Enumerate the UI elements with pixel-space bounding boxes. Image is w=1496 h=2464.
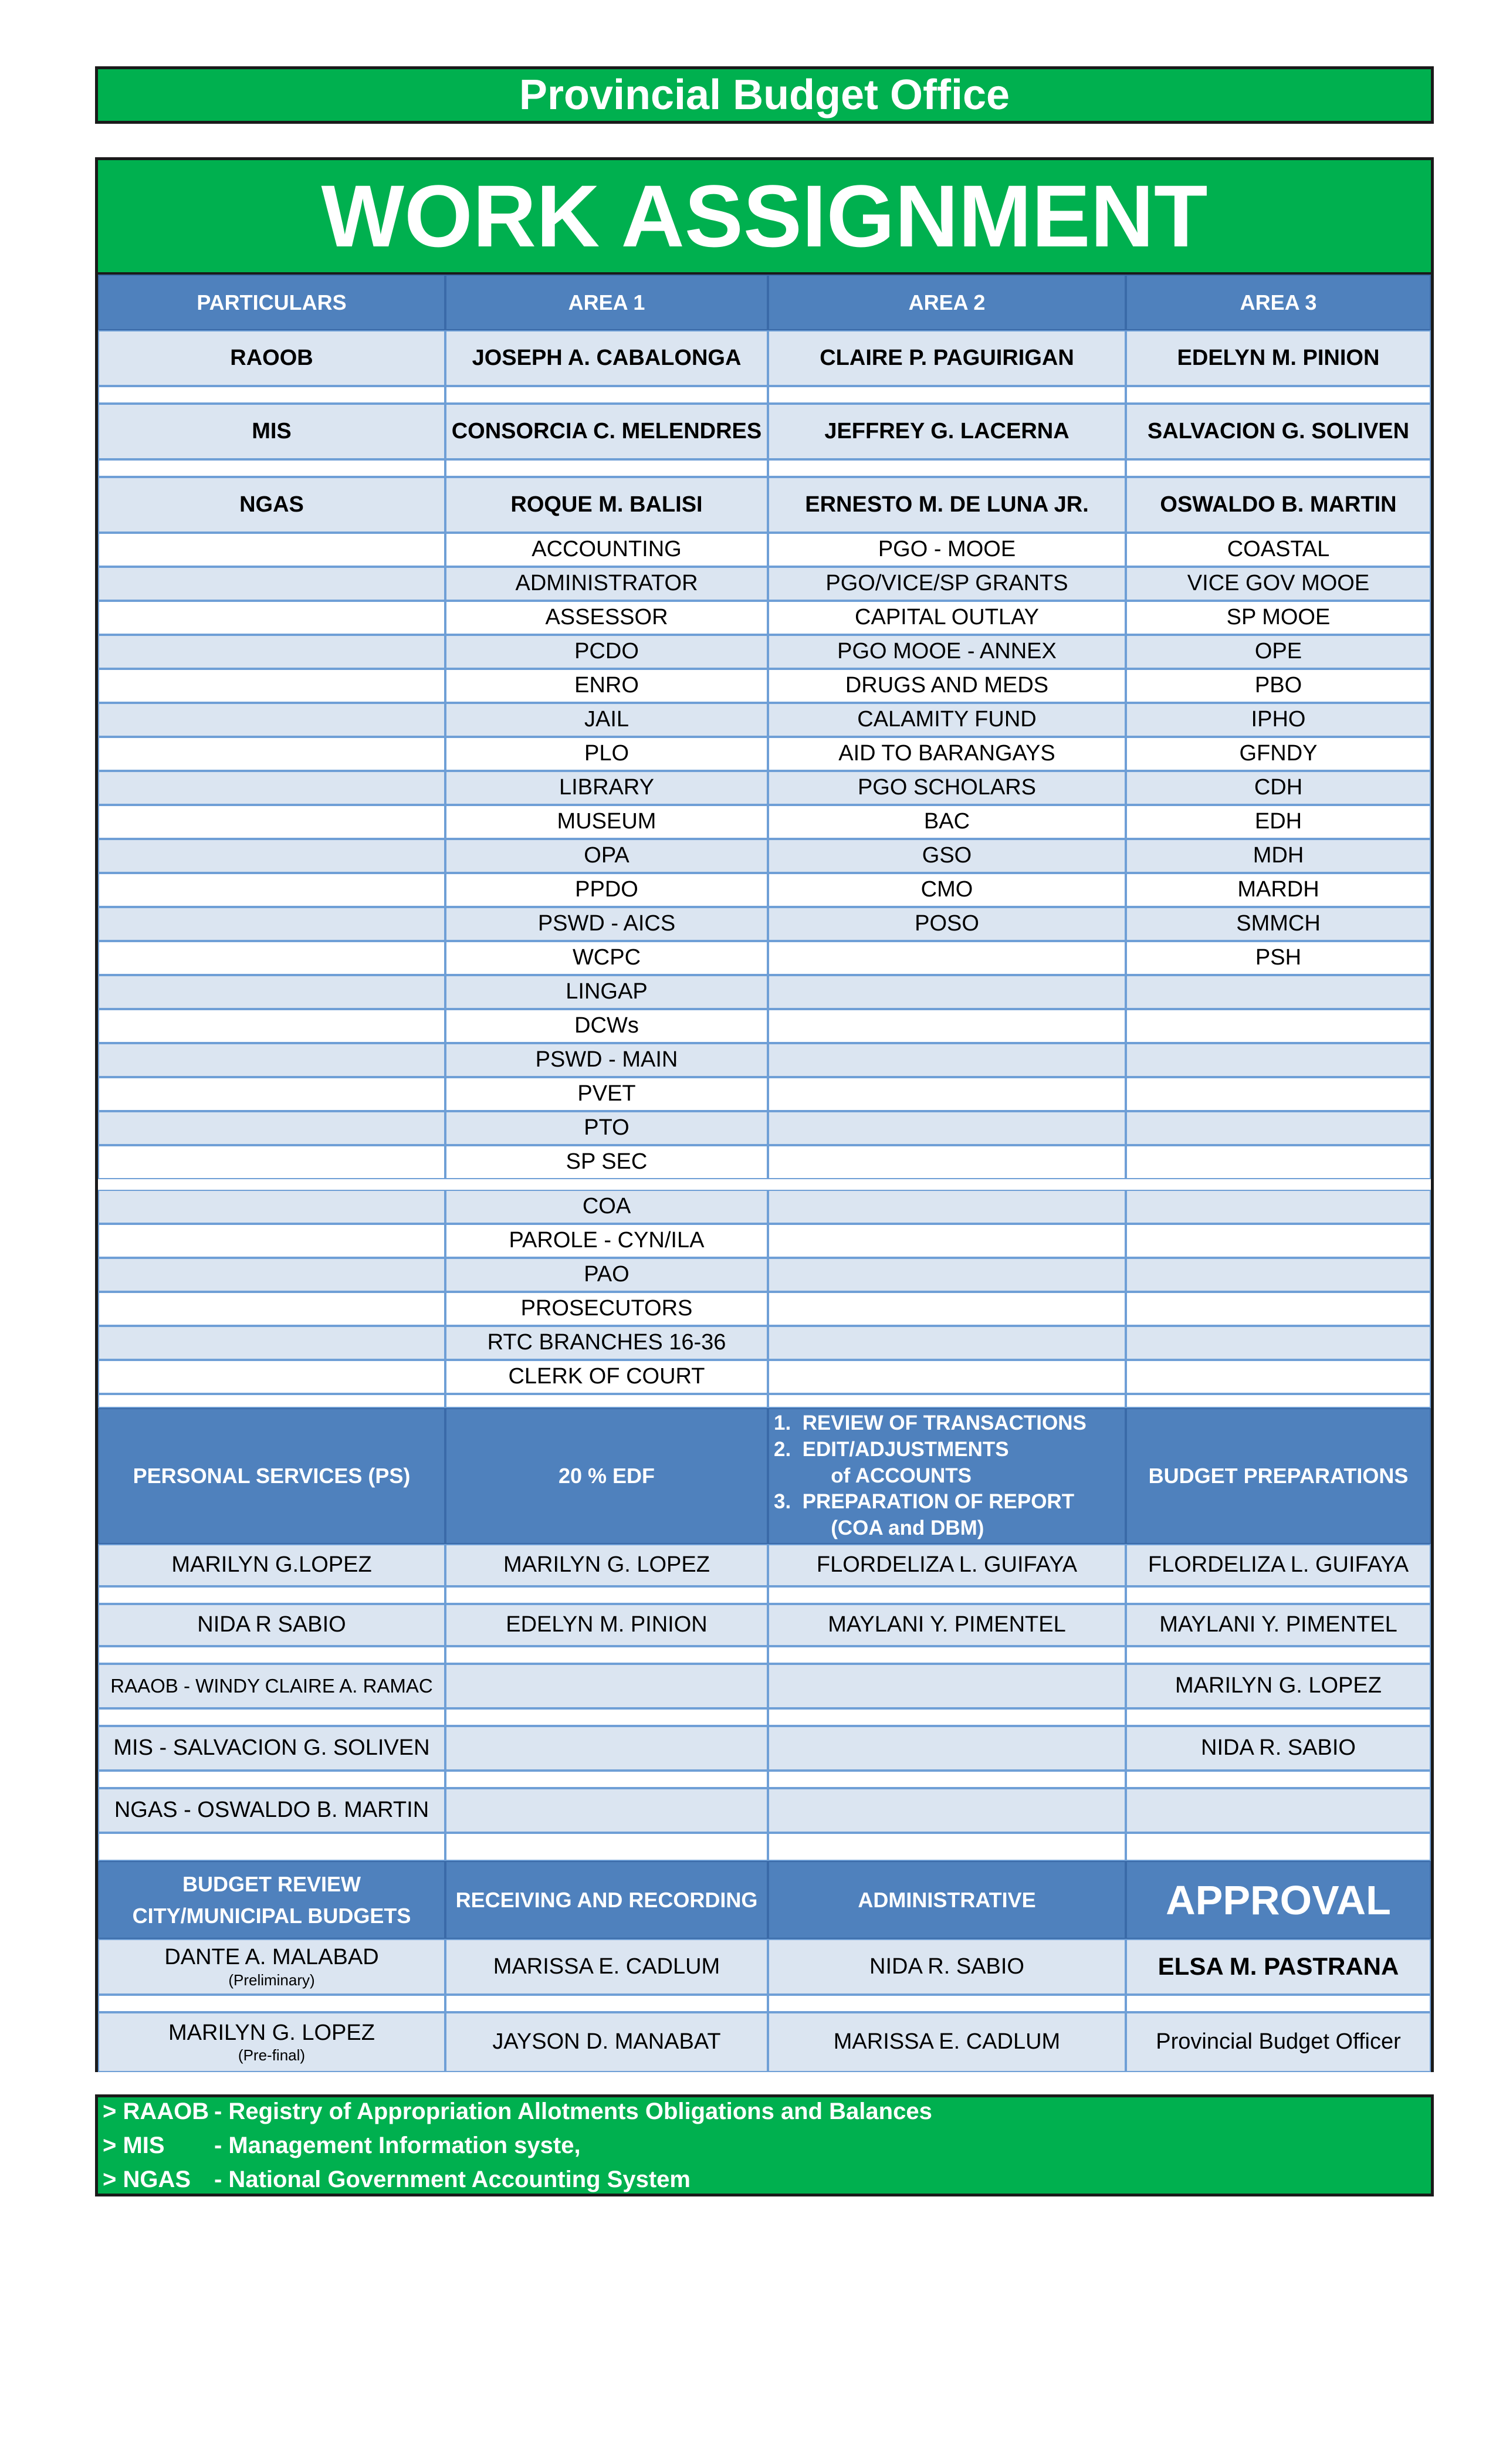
office-particular-cell <box>98 1292 445 1326</box>
office-particular-cell <box>98 635 445 669</box>
office-area-3-cell <box>1126 1292 1431 1326</box>
receiving-cell: MARISSA E. CADLUM <box>445 1939 768 1995</box>
office-area-1-cell: LINGAP <box>445 975 768 1009</box>
section2-area-3-cell: MARILYN G. LOPEZ <box>1126 1664 1431 1708</box>
section2-area-1-cell <box>445 1664 768 1708</box>
section3-row <box>98 1939 1431 1995</box>
office-area-3-cell <box>1126 1326 1431 1360</box>
section3-header-row <box>98 1861 1431 1939</box>
office-particular-cell <box>98 533 445 567</box>
spacer-cell <box>768 1394 1126 1408</box>
office-area-2-cell: DRUGS AND MEDS <box>768 669 1126 703</box>
office-area-3-cell: PBO <box>1126 669 1431 703</box>
spacer-cell <box>768 1708 1126 1726</box>
section2-staff-cell: NIDA R SABIO <box>98 1604 445 1646</box>
office-area-2-cell <box>768 1292 1126 1326</box>
office-area-1-cell: RTC BRANCHES 16-36 <box>445 1326 768 1360</box>
office-area-2-cell: PGO/VICE/SP GRANTS <box>768 567 1126 601</box>
office-area-3-cell <box>1126 1009 1431 1043</box>
office-area-1-cell: COA <box>445 1190 768 1224</box>
abbreviation-notes <box>95 2094 1434 2196</box>
office-row <box>98 737 1431 771</box>
office-particular-cell <box>98 975 445 1009</box>
header-administrative: ADMINISTRATIVE <box>768 1861 1126 1939</box>
system-area-1: JOSEPH A. CABALONGA <box>445 330 768 386</box>
note-key: > MIS <box>103 2133 165 2158</box>
header-area-2: AREA 2 <box>768 275 1126 330</box>
office-area-1-cell: DCWs <box>445 1009 768 1043</box>
office-area-2-cell: PGO MOOE - ANNEX <box>768 635 1126 669</box>
office-area-3-cell <box>1126 1043 1431 1077</box>
office-area-2-cell <box>768 1077 1126 1111</box>
section2-area-1-cell: EDELYN M. PINION <box>445 1604 768 1646</box>
spacer-cell <box>1126 1394 1431 1408</box>
office-particular-cell <box>98 873 445 907</box>
spacer-cell <box>98 1646 445 1664</box>
spacer-row <box>98 1586 1431 1604</box>
system-area-2: CLAIRE P. PAGUIRIGAN <box>768 330 1126 386</box>
office-area-1-cell: ENRO <box>445 669 768 703</box>
office-row <box>98 1360 1431 1394</box>
office-area-1-cell: ASSESSOR <box>445 601 768 635</box>
office-row <box>98 635 1431 669</box>
spacer-cell <box>98 1833 445 1861</box>
office-particular-cell <box>98 737 445 771</box>
office-particular-cell <box>98 1043 445 1077</box>
note-line <box>103 2162 691 2196</box>
budget-review-cell <box>98 2012 445 2072</box>
header-review-tasks <box>768 1408 1126 1544</box>
review-stage: (Preliminary) <box>228 1971 315 1989</box>
office-row <box>98 703 1431 737</box>
office-row <box>98 1077 1431 1111</box>
section2-area-1-cell <box>445 1788 768 1833</box>
section2-header-row <box>98 1408 1431 1544</box>
review-task: (COA and DBM) <box>774 1517 984 1540</box>
office-particular-cell <box>98 907 445 941</box>
spacer-cell <box>768 459 1126 477</box>
header-row <box>98 275 1431 330</box>
spacer-cell <box>768 1586 1126 1604</box>
office-area-3-cell: COASTAL <box>1126 533 1431 567</box>
office-row <box>98 1009 1431 1043</box>
office-row <box>98 533 1431 567</box>
section2-area-2-cell: MAYLANI Y. PIMENTEL <box>768 1604 1126 1646</box>
office-area-2-cell <box>768 1258 1126 1292</box>
spacer-cell <box>1126 1995 1431 2012</box>
office-area-1-cell: ACCOUNTING <box>445 533 768 567</box>
spacer-cell <box>768 386 1126 404</box>
office-area-1-cell: MUSEUM <box>445 805 768 839</box>
section2-staff-cell: RAAOB - WINDY CLAIRE A. RAMAC <box>98 1664 445 1708</box>
spacer-cell <box>1126 459 1431 477</box>
note-text: - Registry of Appropriation Allotments Obligations and Balances <box>214 2099 932 2124</box>
system-row-raoob <box>98 330 1431 386</box>
office-row <box>98 975 1431 1009</box>
office-area-1-cell: PTO <box>445 1111 768 1145</box>
spacer-cell <box>768 1771 1126 1788</box>
spacer-cell <box>768 1646 1126 1664</box>
section2-area-3-cell: NIDA R. SABIO <box>1126 1726 1431 1771</box>
system-area-3: EDELYN M. PINION <box>1126 330 1431 386</box>
office-area-1-cell: PVET <box>445 1077 768 1111</box>
office-area-2-cell <box>768 1043 1126 1077</box>
office-row <box>98 839 1431 873</box>
section2-block <box>98 1544 1431 1861</box>
office-particular-cell <box>98 1009 445 1043</box>
header-edf: 20 % EDF <box>445 1408 768 1544</box>
offices-block <box>98 533 1431 1408</box>
office-area-3-cell <box>1126 1258 1431 1292</box>
section2-area-1-cell: MARILYN G. LOPEZ <box>445 1544 768 1586</box>
office-row <box>98 1292 1431 1326</box>
section2-staff-cell: MARILYN G.LOPEZ <box>98 1544 445 1586</box>
office-area-3-cell <box>1126 1360 1431 1394</box>
office-area-2-cell: PGO SCHOLARS <box>768 771 1126 805</box>
office-particular-cell <box>98 1077 445 1111</box>
header-particulars: PARTICULARS <box>98 275 445 330</box>
spacer-cell <box>98 386 445 404</box>
office-area-2-cell <box>768 1145 1126 1179</box>
office-row <box>98 1145 1431 1179</box>
system-area-1: ROQUE M. BALISI <box>445 477 768 533</box>
office-area-1-cell: PLO <box>445 737 768 771</box>
office-area-1-cell: PCDO <box>445 635 768 669</box>
office-area-3-cell <box>1126 1145 1431 1179</box>
office-area-1-cell: LIBRARY <box>445 771 768 805</box>
spacer-row <box>98 1833 1431 1861</box>
review-task: 1. REVIEW OF TRANSACTIONS <box>774 1412 1087 1434</box>
office-area-3-cell <box>1126 1077 1431 1111</box>
spacer-cell <box>445 386 768 404</box>
office-row <box>98 771 1431 805</box>
administrative-cell: NIDA R. SABIO <box>768 1939 1126 1995</box>
header-area-3: AREA 3 <box>1126 275 1431 330</box>
reviewer-name: MARILYN G. LOPEZ <box>168 2020 375 2045</box>
system-name: RAOOB <box>98 330 445 386</box>
office-row <box>98 941 1431 975</box>
header-personal-services: PERSONAL SERVICES (PS) <box>98 1408 445 1544</box>
office-area-2-cell: PGO - MOOE <box>768 533 1126 567</box>
office-area-2-cell <box>768 975 1126 1009</box>
office-row <box>98 907 1431 941</box>
office-row <box>98 601 1431 635</box>
office-area-1-cell: PPDO <box>445 873 768 907</box>
office-area-3-cell <box>1126 1190 1431 1224</box>
section3-row <box>98 2012 1431 2072</box>
section2-area-2-cell <box>768 1726 1126 1771</box>
spacer-cell <box>1126 386 1431 404</box>
office-particular-cell <box>98 839 445 873</box>
office-area-1-cell: PSWD - MAIN <box>445 1043 768 1077</box>
spacer-cell <box>445 1646 768 1664</box>
office-area-3-cell <box>1126 975 1431 1009</box>
spacer-cell <box>445 1394 768 1408</box>
spacer-row <box>98 386 1431 404</box>
office-area-2-cell: BAC <box>768 805 1126 839</box>
office-row <box>98 1190 1431 1224</box>
office-row <box>98 669 1431 703</box>
office-area-2-cell: POSO <box>768 907 1126 941</box>
system-area-1: CONSORCIA C. MELENDRES <box>445 404 768 459</box>
office-area-3-cell: IPHO <box>1126 703 1431 737</box>
note-text: - National Government Accounting System <box>214 2167 691 2192</box>
office-area-1-cell: PSWD - AICS <box>445 907 768 941</box>
header-budget-review <box>98 1861 445 1939</box>
section2-area-2-cell <box>768 1664 1126 1708</box>
office-row <box>98 1111 1431 1145</box>
office-particular-cell <box>98 1326 445 1360</box>
office-particular-cell <box>98 601 445 635</box>
system-row-ngas <box>98 477 1431 533</box>
budget-review-cell <box>98 1939 445 1995</box>
section2-area-3-cell: MAYLANI Y. PIMENTEL <box>1126 1604 1431 1646</box>
office-particular-cell <box>98 771 445 805</box>
office-particular-cell <box>98 941 445 975</box>
office-area-2-cell <box>768 1190 1126 1224</box>
office-row <box>98 1258 1431 1292</box>
section2-area-2-cell: FLORDELIZA L. GUIFAYA <box>768 1544 1126 1586</box>
spacer-cell <box>98 1708 445 1726</box>
section2-area-3-cell <box>1126 1788 1431 1833</box>
office-particular-cell <box>98 1224 445 1258</box>
review-task: 2. EDIT/ADJUSTMENTS <box>774 1437 1009 1461</box>
header-area-1: AREA 1 <box>445 275 768 330</box>
note-text: - Management Information syste, <box>214 2133 581 2158</box>
office-area-2-cell: CALAMITY FUND <box>768 703 1126 737</box>
office-area-3-cell: MARDH <box>1126 873 1431 907</box>
system-area-2: ERNESTO M. DE LUNA JR. <box>768 477 1126 533</box>
spacer-cell <box>98 1771 445 1788</box>
office-area-2-cell: CAPITAL OUTLAY <box>768 601 1126 635</box>
office-area-2-cell <box>768 1360 1126 1394</box>
spacer-cell <box>98 1394 445 1408</box>
office-row <box>98 1326 1431 1360</box>
office-area-1-cell: SP SEC <box>445 1145 768 1179</box>
note-key: > NGAS <box>103 2167 191 2192</box>
office-particular-cell <box>98 669 445 703</box>
office-area-3-cell: SP MOOE <box>1126 601 1431 635</box>
office-particular-cell <box>98 703 445 737</box>
spacer-cell <box>98 1586 445 1604</box>
system-area-2: JEFFREY G. LACERNA <box>768 404 1126 459</box>
spacer-cell <box>445 1586 768 1604</box>
section2-row <box>98 1726 1431 1771</box>
spacer-cell <box>98 1995 445 2012</box>
system-area-3: OSWALDO B. MARTIN <box>1126 477 1431 533</box>
office-area-3-cell: CDH <box>1126 771 1431 805</box>
office-area-3-cell: SMMCH <box>1126 907 1431 941</box>
office-particular-cell <box>98 1360 445 1394</box>
section2-row <box>98 1544 1431 1586</box>
office-area-1-cell: WCPC <box>445 941 768 975</box>
spacer-cell <box>98 459 445 477</box>
administrative-cell: MARISSA E. CADLUM <box>768 2012 1126 2072</box>
office-area-2-cell: CMO <box>768 873 1126 907</box>
office-area-1-cell: PROSECUTORS <box>445 1292 768 1326</box>
spacer-cell <box>1126 1708 1431 1726</box>
section2-staff-cell: NGAS - OSWALDO B. MARTIN <box>98 1788 445 1833</box>
office-area-3-cell: OPE <box>1126 635 1431 669</box>
system-area-3: SALVACION G. SOLIVEN <box>1126 404 1431 459</box>
header-receiving-recording: RECEIVING AND RECORDING <box>445 1861 768 1939</box>
spacer-row <box>98 1771 1431 1788</box>
spacer-cell <box>1126 1586 1431 1604</box>
section2-row <box>98 1788 1431 1833</box>
review-task: 3. PREPARATION OF REPORT <box>774 1490 1075 1514</box>
office-area-3-cell: PSH <box>1126 941 1431 975</box>
office-area-2-cell <box>768 1224 1126 1258</box>
system-name: NGAS <box>98 477 445 533</box>
spacer-row <box>98 1995 1431 2012</box>
review-task: of ACCOUNTS <box>774 1464 972 1487</box>
note-line <box>103 2094 932 2128</box>
office-area-1-cell: PAROLE - CYN/ILA <box>445 1224 768 1258</box>
header-budget-preparations: BUDGET PREPARATIONS <box>1126 1408 1431 1544</box>
office-area-1-cell: OPA <box>445 839 768 873</box>
spacer-row <box>98 1394 1431 1408</box>
review-stage: (Pre-final) <box>238 2046 306 2064</box>
office-particular-cell <box>98 805 445 839</box>
office-area-2-cell <box>768 1009 1126 1043</box>
spacer-cell <box>768 1995 1126 2012</box>
spacer-cell <box>445 1995 768 2012</box>
office-area-3-cell <box>1126 1111 1431 1145</box>
approval-title: Provincial Budget Officer <box>1126 2012 1431 2072</box>
header-budget-review-line: BUDGET REVIEW <box>182 1871 361 1896</box>
office-area-1-cell: ADMINISTRATOR <box>445 567 768 601</box>
office-particular-cell <box>98 1111 445 1145</box>
section2-staff-cell: MIS - SALVACION G. SOLIVEN <box>98 1726 445 1771</box>
approval-name: ELSA M. PASTRANA <box>1126 1939 1431 1995</box>
system-row-mis <box>98 404 1431 459</box>
spacer-row <box>98 1708 1431 1726</box>
header-budget-review-line: CITY/MUNICIPAL BUDGETS <box>132 1903 411 1928</box>
spacer-row <box>98 1646 1431 1664</box>
section2-area-1-cell <box>445 1726 768 1771</box>
section2-area-3-cell: FLORDELIZA L. GUIFAYA <box>1126 1544 1431 1586</box>
spacer-cell <box>768 1833 1126 1861</box>
office-row <box>98 567 1431 601</box>
note-key: > RAAOB <box>103 2099 209 2124</box>
office-area-1-cell: JAIL <box>445 703 768 737</box>
work-assignment-sheet <box>95 157 1434 2072</box>
office-row <box>98 873 1431 907</box>
spacer-cell <box>1126 1646 1431 1664</box>
spacer-cell <box>445 459 768 477</box>
spacer-cell <box>445 1708 768 1726</box>
office-particular-cell <box>98 1190 445 1224</box>
office-area-2-cell <box>768 941 1126 975</box>
office-row <box>98 805 1431 839</box>
section2-row <box>98 1664 1431 1708</box>
system-name: MIS <box>98 404 445 459</box>
office-area-2-cell: AID TO BARANGAYS <box>768 737 1126 771</box>
office-area-3-cell: EDH <box>1126 805 1431 839</box>
spacer-cell <box>1126 1771 1431 1788</box>
note-line <box>103 2128 581 2162</box>
header-approval: APPROVAL <box>1126 1861 1431 1939</box>
office-row <box>98 1043 1431 1077</box>
office-row <box>98 1224 1431 1258</box>
office-particular-cell <box>98 1145 445 1179</box>
office-area-2-cell: GSO <box>768 839 1126 873</box>
office-area-1-cell: CLERK OF COURT <box>445 1360 768 1394</box>
office-area-3-cell: GFNDY <box>1126 737 1431 771</box>
reviewer-name: DANTE A. MALABAD <box>164 1945 379 1970</box>
spacer-cell <box>445 1833 768 1861</box>
office-area-3-cell <box>1126 1224 1431 1258</box>
section2-area-2-cell <box>768 1788 1126 1833</box>
spacer-cell <box>1126 1833 1431 1861</box>
spacer-row <box>98 459 1431 477</box>
section2-row <box>98 1604 1431 1646</box>
office-area-1-cell: PAO <box>445 1258 768 1292</box>
receiving-cell: JAYSON D. MANABAT <box>445 2012 768 2072</box>
office-particular-cell <box>98 567 445 601</box>
office-area-3-cell: MDH <box>1126 839 1431 873</box>
office-particular-cell <box>98 1258 445 1292</box>
office-area-2-cell <box>768 1326 1126 1360</box>
page-title: WORK ASSIGNMENT <box>98 160 1431 275</box>
office-banner: Provincial Budget Office <box>95 66 1434 124</box>
office-area-2-cell <box>768 1111 1126 1145</box>
office-area-3-cell: VICE GOV MOOE <box>1126 567 1431 601</box>
spacer-cell <box>445 1771 768 1788</box>
